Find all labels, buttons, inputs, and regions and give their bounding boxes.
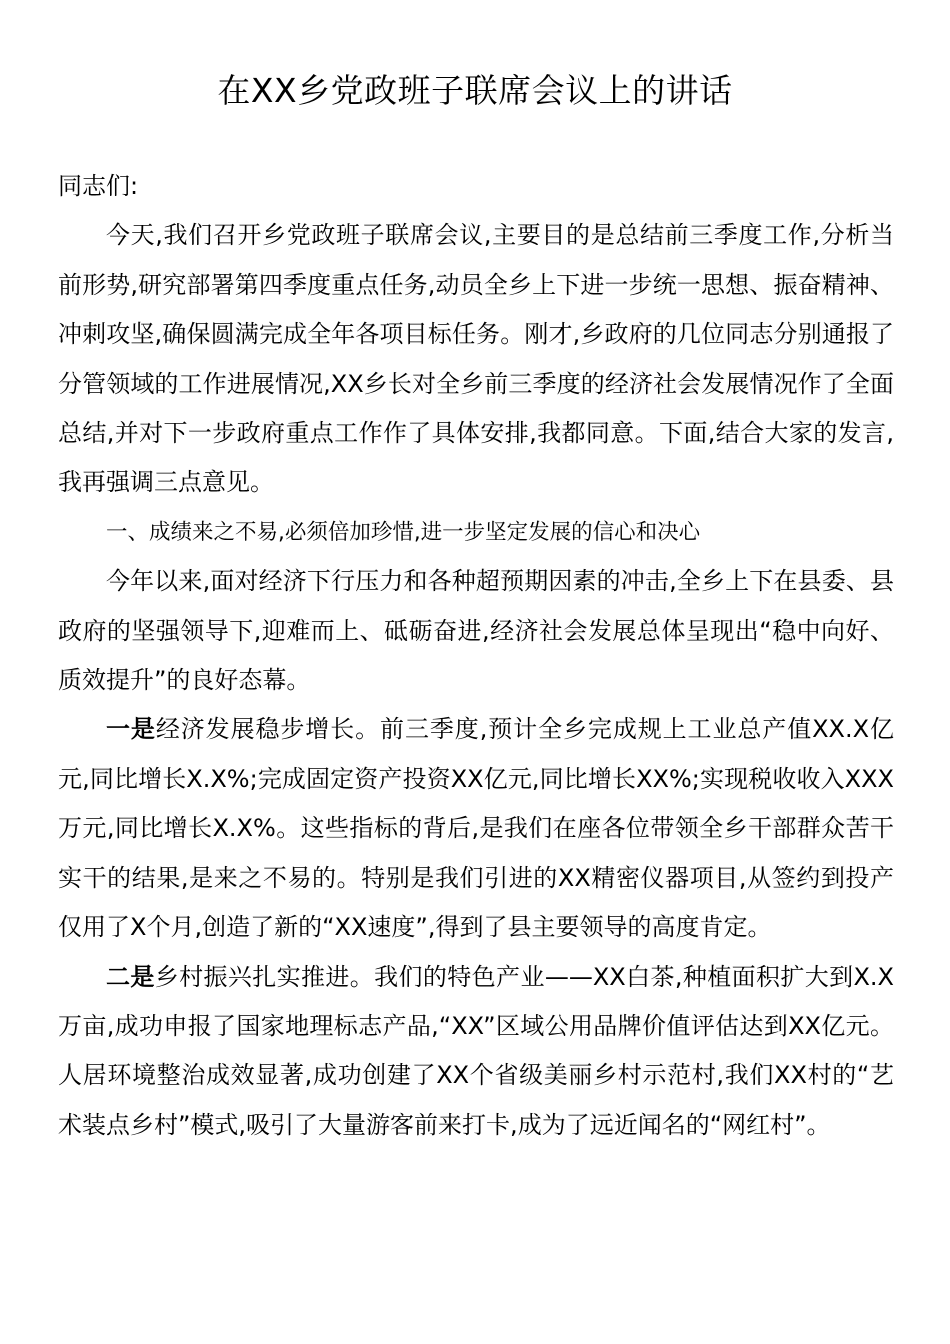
document-title: 在XX乡党政班子联席会议上的讲话 [217, 71, 733, 110]
point-paragraph-2 [58, 953, 894, 1151]
section-intro-paragraph: 今年以来,面对经济下行压力和各种超预期因素的冲击,全乡上下在县委、县政府的坚强领导下,迎难而上、砥砺奋进,经济社会发展总体呈现出“稳中向好、质效提升”的良好态幕。 [58, 567, 894, 695]
point-lead: 二是 [106, 962, 155, 991]
point-paragraph-1 [58, 705, 894, 952]
section-heading: 一、成绩来之不易,必须倍加珍惜,进一步坚定发展的信心和决心 [106, 519, 701, 545]
point-text: 乡村振兴扎实推进。我们的特色产业——XX白茶,种植面积扩大到X.X万亩,成功申报了国家地理标志产品,“XX”区域公用品牌价值评估达到XX亿元。人居环境整治成效显著,成功创建了XX个省级美丽乡村示范村,我们XX村的“艺术装点乡村”模式,吸引了大量游客前来打卡,成为了远近闻名的“网红村”。 [58, 962, 894, 1139]
document-body [58, 162, 894, 1150]
salutation: 同志们: [58, 172, 139, 200]
point-text: 经济发展稳步增长。前三季度,预计全乡完成规上工业总产值XX.X亿元,同比增长X.X%;完成固定资产投资XX亿元,同比增长XX%;实现税收收入XXX万元,同比增长X.X%。这些指标的背后,是我们在座各位带领全乡干部群众苦干实干的结果,是来之不易的。特别是我们引进的XX精密仪器项目,从签约到投产仅用了X个月,创造了新的“XX速度”,得到了县主要领导的高度肯定。 [58, 715, 894, 942]
intro-paragraph: 今天,我们召开乡党政班子联席会议,主要目的是总结前三季度工作,分析当前形势,研究部署第四季度重点任务,动员全乡上下进一步统一思想、振奋精神、冲刺攻坚,确保圆满完成全年各项目标任务。刚才,乡政府的几位同志分别通报了分管领域的工作进展情况,XX乡长对全乡前三季度的经济社会发展情况作了全面总结,并对下一步政府重点工作作了具体安排,我都同意。下面,结合大家的发言,我再强调三点意见。 [58, 221, 894, 497]
point-lead: 一是 [106, 715, 156, 744]
